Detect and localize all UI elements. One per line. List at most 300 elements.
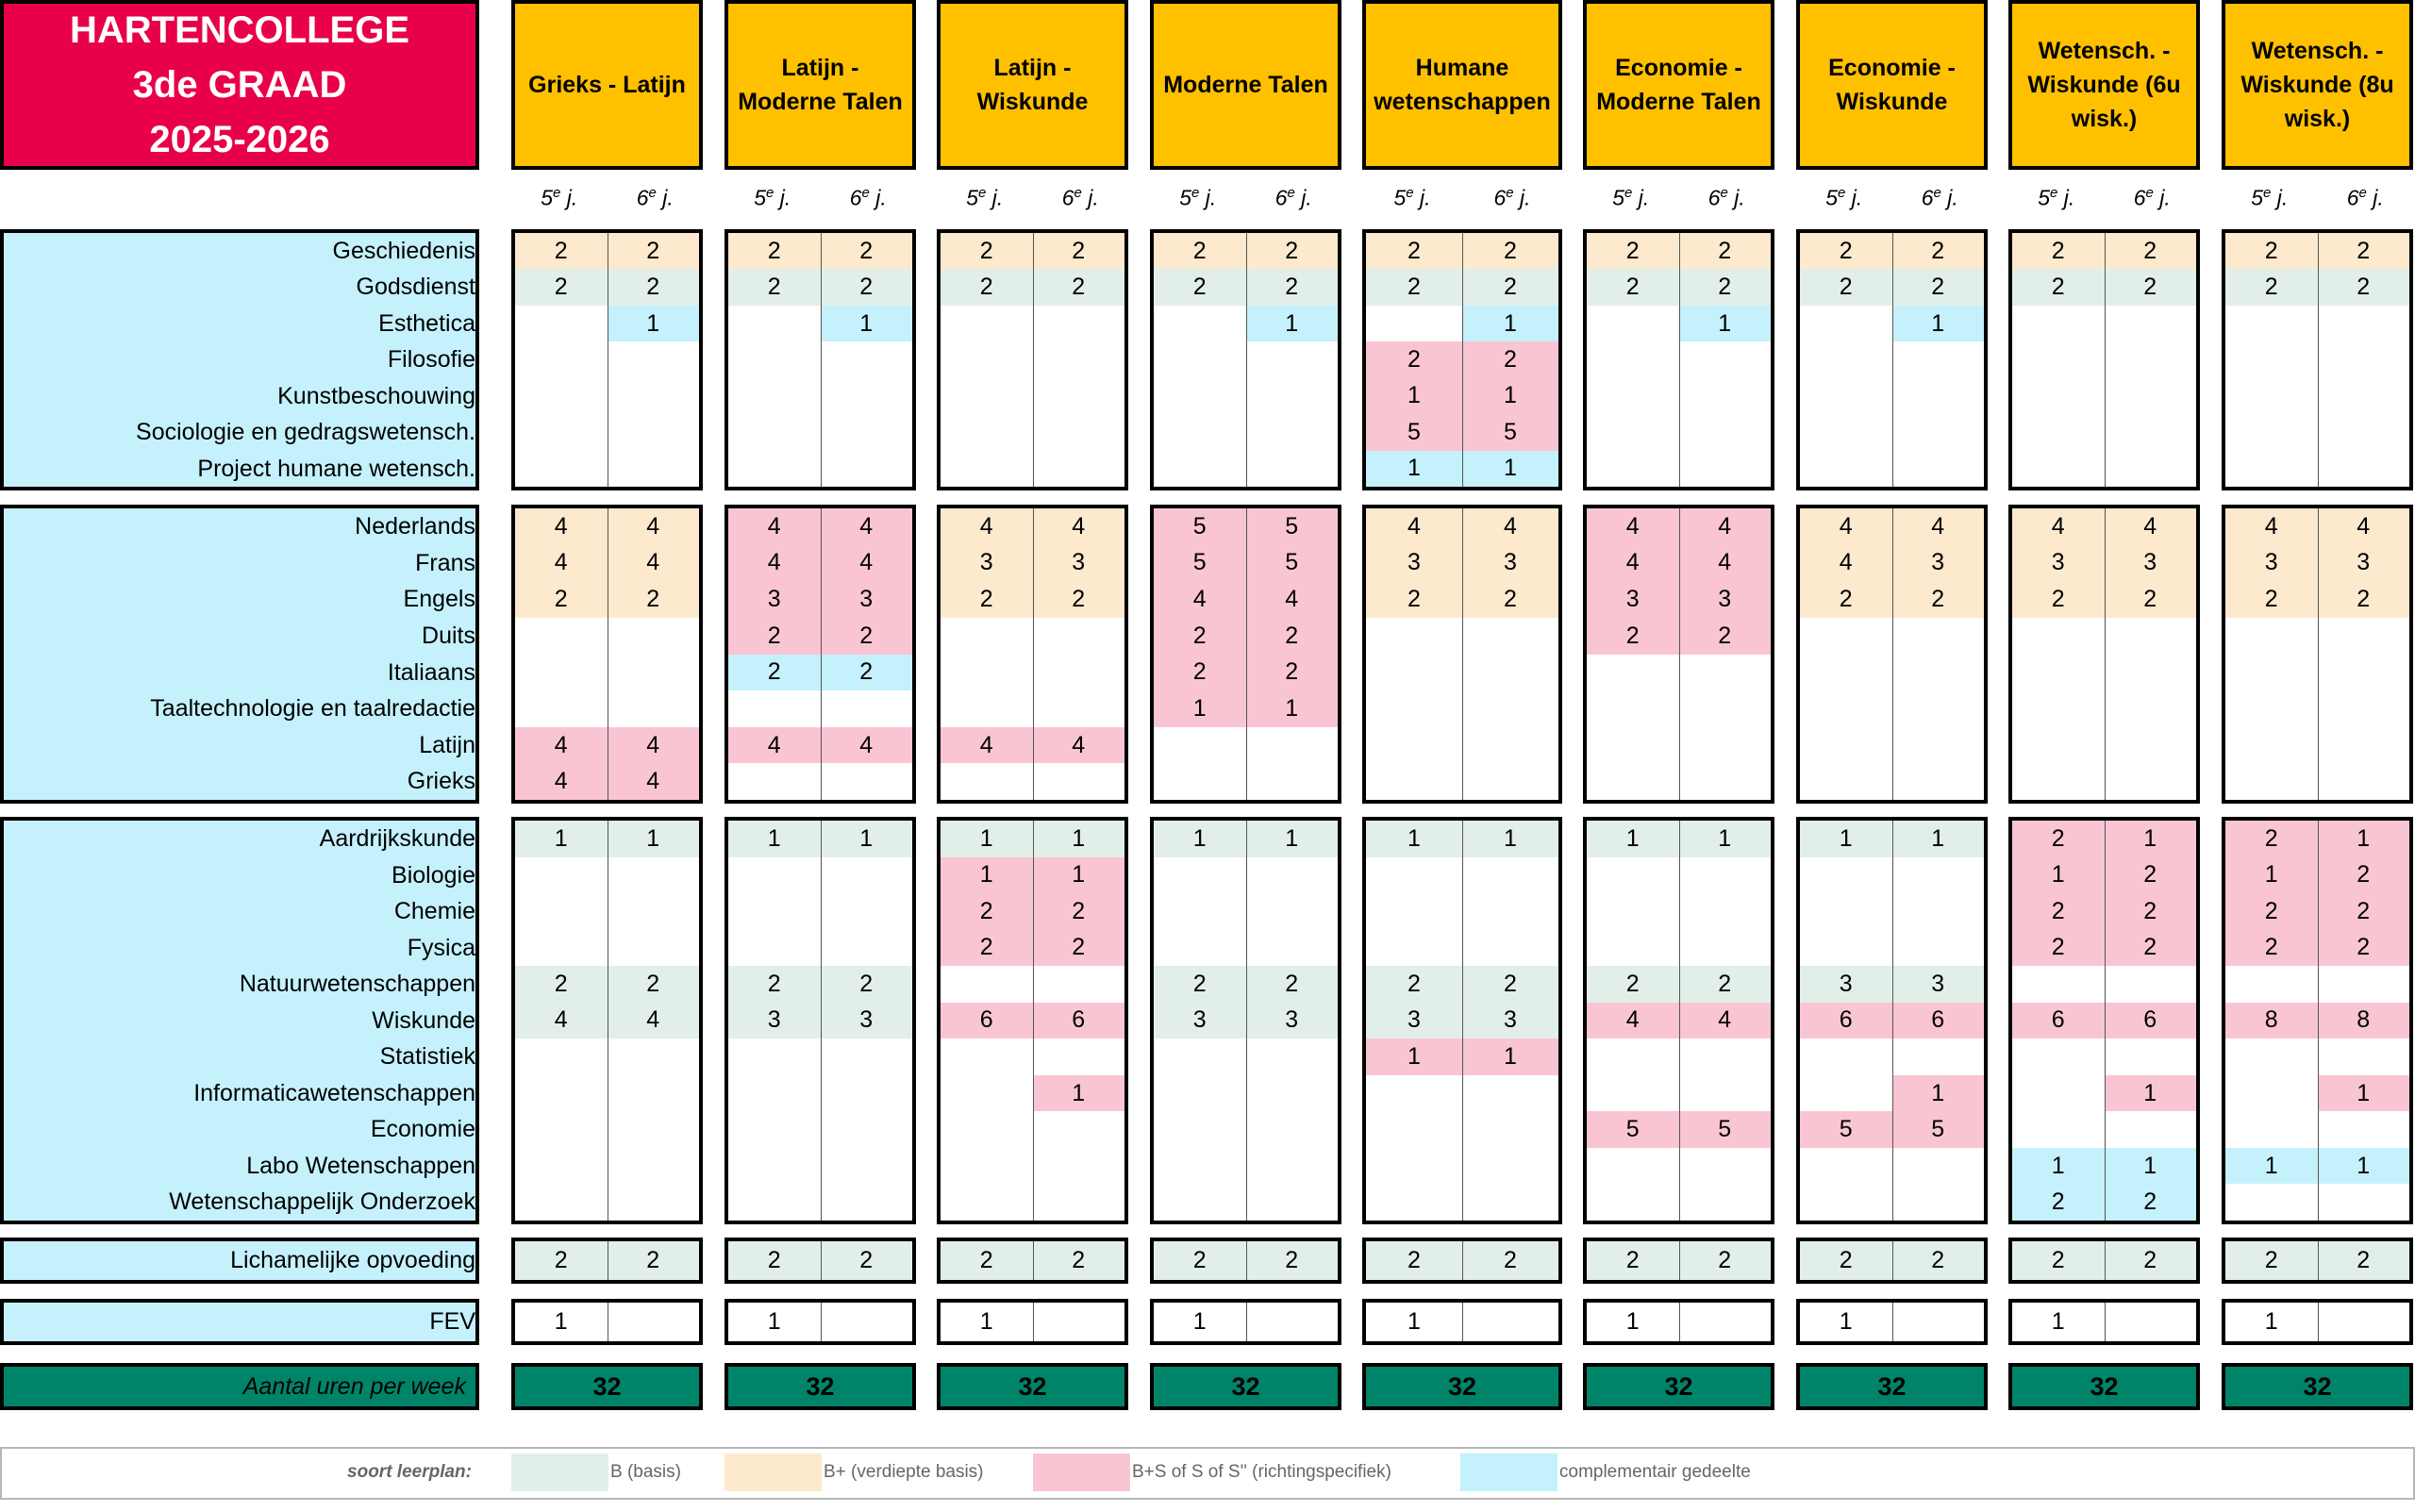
hours-cell bbox=[1154, 414, 1246, 450]
year-divider bbox=[1462, 233, 1463, 487]
hours-cell bbox=[1679, 857, 1772, 894]
year-divider bbox=[821, 1303, 822, 1341]
hours-cell bbox=[1033, 966, 1125, 1003]
year-suffix: j. bbox=[2276, 185, 2289, 210]
hours-cell bbox=[2012, 618, 2105, 655]
year-number: 6 bbox=[636, 185, 649, 210]
hours-cell bbox=[2318, 655, 2410, 691]
hours-cell bbox=[1800, 930, 1892, 967]
hours-cell: 2 bbox=[1192, 658, 1207, 686]
hours-cell: 2 bbox=[2143, 1188, 2157, 1216]
hours-cell: 2 bbox=[1285, 622, 1299, 649]
hours-cell: 6 bbox=[2051, 1006, 2065, 1034]
hours-cell bbox=[1033, 618, 1125, 655]
subject-label: Statistiek bbox=[379, 1043, 475, 1071]
hours-column bbox=[511, 229, 703, 490]
hours-cell bbox=[515, 378, 608, 414]
hours-cell bbox=[1892, 1303, 1985, 1341]
hours-cell: 1 bbox=[1839, 1308, 1853, 1335]
year-number: 5 bbox=[2251, 185, 2264, 210]
hours-cell bbox=[941, 966, 1033, 1003]
hours-column bbox=[724, 1299, 916, 1345]
hours-column bbox=[1796, 1299, 1988, 1345]
hours-column bbox=[937, 817, 1128, 1224]
hours-cell bbox=[1800, 451, 1892, 487]
hours-cell: 2 bbox=[859, 658, 874, 686]
hours-cell: 4 bbox=[646, 1006, 660, 1034]
hours-cell: 1 bbox=[2051, 1308, 2065, 1335]
year-superscript: e bbox=[553, 185, 561, 201]
year-superscript: e bbox=[861, 185, 870, 201]
hours-cell: 3 bbox=[1718, 586, 1732, 613]
hours-column bbox=[1583, 817, 1774, 1224]
year-label bbox=[1150, 185, 1246, 217]
hours-cell: 4 bbox=[554, 549, 568, 576]
year-label bbox=[1362, 185, 1462, 217]
year-divider bbox=[1462, 1303, 1463, 1341]
hours-cell: 2 bbox=[859, 237, 874, 264]
hours-cell: 2 bbox=[1839, 586, 1853, 613]
year-divider bbox=[1679, 1241, 1680, 1280]
hours-cell bbox=[515, 414, 608, 450]
hours-cell: 1 bbox=[1072, 824, 1086, 852]
hours-cell bbox=[515, 930, 608, 967]
legend-swatch bbox=[511, 1454, 608, 1491]
direction-header bbox=[937, 0, 1128, 170]
hours-cell: 3 bbox=[2357, 549, 2371, 576]
hours-cell: 2 bbox=[1931, 586, 1945, 613]
direction-name: Economie - Wiskunde bbox=[1828, 55, 1956, 115]
year-suffix: j. bbox=[1638, 185, 1650, 210]
year-divider bbox=[2105, 821, 2106, 1221]
hours-cell bbox=[1892, 378, 1985, 414]
year-number: 6 bbox=[1707, 185, 1721, 210]
year-superscript: e bbox=[2145, 185, 2154, 201]
hours-cell bbox=[728, 930, 821, 967]
year-divider bbox=[2318, 821, 2319, 1221]
hours-cell: 2 bbox=[1192, 237, 1207, 264]
subject-label: Biologie bbox=[391, 861, 475, 889]
hours-cell bbox=[515, 690, 608, 727]
legend-label: B+S of S of S'' (richtingspecifiek) bbox=[1132, 1462, 1391, 1482]
hours-cell: 8 bbox=[2357, 1006, 2371, 1034]
hours-cell bbox=[941, 1148, 1033, 1185]
year-divider bbox=[1246, 233, 1247, 487]
hours-column bbox=[724, 817, 916, 1224]
year-suffix: j. bbox=[1734, 185, 1745, 210]
hours-cell bbox=[2012, 763, 2105, 800]
hours-cell bbox=[1800, 1148, 1892, 1185]
hours-cell: 3 bbox=[859, 1006, 874, 1034]
hours-cell: 1 bbox=[1931, 1079, 1945, 1106]
hours-cell: 6 bbox=[1839, 1006, 1853, 1034]
year-superscript: e bbox=[1506, 185, 1514, 201]
year-suffix: j. bbox=[1947, 185, 1958, 210]
hours-cell: 2 bbox=[2264, 824, 2278, 852]
hours-cell bbox=[1587, 930, 1679, 967]
year-label bbox=[937, 185, 1033, 217]
hours-cell: 2 bbox=[1504, 345, 1517, 373]
hours-cell bbox=[608, 1075, 700, 1112]
year-label bbox=[1679, 185, 1775, 217]
direction-name: Economie - Moderne Talen bbox=[1596, 55, 1761, 115]
year-label bbox=[1583, 185, 1679, 217]
hours-cell bbox=[1587, 655, 1679, 691]
hours-cell: 4 bbox=[1625, 512, 1640, 540]
year-superscript: e bbox=[2050, 185, 2058, 201]
direction-name: Wetensch. - Wiskunde (8u wisk.) bbox=[2240, 38, 2394, 132]
hours-column bbox=[1796, 229, 1988, 490]
hours-cell bbox=[1246, 451, 1339, 487]
hours-column bbox=[724, 1238, 916, 1284]
hours-cell bbox=[2225, 966, 2318, 1003]
hours-cell: 2 bbox=[2143, 934, 2157, 961]
subject-label: Godsdienst bbox=[356, 274, 475, 301]
hours-cell bbox=[1800, 857, 1892, 894]
hours-cell: 2 bbox=[1931, 1247, 1945, 1273]
hours-cell: 1 bbox=[1504, 824, 1517, 852]
hours-column bbox=[1796, 505, 1988, 804]
hours-cell bbox=[821, 414, 913, 450]
hours-cell bbox=[1892, 930, 1985, 967]
year-divider bbox=[1033, 821, 1034, 1221]
hours-cell: 1 bbox=[554, 824, 568, 852]
subject-label: Economie bbox=[370, 1116, 475, 1143]
hours-cell bbox=[1800, 1075, 1892, 1112]
hours-column bbox=[2008, 229, 2200, 490]
year-divider bbox=[1679, 508, 1680, 800]
hours-cell bbox=[2105, 690, 2197, 727]
hours-cell bbox=[1462, 1111, 1558, 1148]
year-label bbox=[2222, 185, 2318, 217]
subject-label: Geschiedenis bbox=[332, 238, 475, 264]
hours-cell: 2 bbox=[1285, 237, 1299, 264]
total-hours: 32 bbox=[724, 1363, 916, 1410]
hours-cell bbox=[1033, 763, 1125, 800]
hours-cell: 2 bbox=[2051, 897, 2065, 924]
hours-cell: 2 bbox=[1407, 1247, 1421, 1273]
hours-cell bbox=[515, 893, 608, 930]
hours-column bbox=[1150, 505, 1341, 804]
hours-cell bbox=[1892, 1148, 1985, 1185]
year-divider bbox=[2105, 233, 2106, 487]
hours-cell bbox=[1587, 451, 1679, 487]
hours-cell: 5 bbox=[1504, 418, 1517, 445]
hours-cell bbox=[1587, 306, 1679, 341]
hours-cell: 4 bbox=[859, 549, 874, 576]
hours-cell: 1 bbox=[1931, 309, 1945, 337]
hours-cell: 1 bbox=[1407, 455, 1421, 482]
hours-cell bbox=[1800, 893, 1892, 930]
direction-header bbox=[1362, 0, 1562, 170]
hours-cell: 1 bbox=[767, 824, 781, 852]
year-divider bbox=[1679, 1303, 1680, 1341]
hours-cell: 2 bbox=[2357, 934, 2371, 961]
direction-header bbox=[2008, 0, 2200, 170]
year-divider bbox=[1033, 1303, 1034, 1341]
hours-cell: 3 bbox=[1839, 970, 1853, 997]
hours-cell bbox=[608, 414, 700, 450]
hours-cell: 2 bbox=[2143, 274, 2157, 301]
hours-cell: 2 bbox=[1072, 274, 1086, 301]
hours-cell bbox=[1246, 930, 1339, 967]
hours-cell: 2 bbox=[767, 274, 781, 301]
year-number: 5 bbox=[1179, 185, 1192, 210]
hours-cell: 2 bbox=[1718, 1247, 1732, 1273]
hours-cell: 2 bbox=[554, 1247, 568, 1273]
year-suffix: j. bbox=[1205, 185, 1217, 210]
year-superscript: e bbox=[1838, 185, 1846, 201]
total-hours: 32 bbox=[1796, 1363, 1988, 1410]
hours-cell bbox=[941, 1075, 1033, 1112]
hours-cell: 2 bbox=[2357, 237, 2371, 264]
hours-cell bbox=[1366, 727, 1462, 764]
hours-cell: 2 bbox=[767, 658, 781, 686]
year-suffix: j. bbox=[779, 185, 791, 210]
hours-column bbox=[2222, 817, 2413, 1224]
hours-cell: 5 bbox=[1931, 1116, 1945, 1143]
year-superscript: e bbox=[978, 185, 987, 201]
hours-cell: 6 bbox=[1931, 1006, 1945, 1034]
year-divider bbox=[821, 821, 822, 1221]
year-number: 5 bbox=[754, 185, 767, 210]
hours-cell: 6 bbox=[1072, 1006, 1086, 1034]
hours-cell bbox=[1154, 1184, 1246, 1221]
hours-cell bbox=[1800, 618, 1892, 655]
hours-column bbox=[2222, 1238, 2413, 1284]
year-label bbox=[724, 185, 821, 217]
hours-cell: 2 bbox=[2143, 237, 2157, 264]
hours-cell bbox=[608, 857, 700, 894]
subject-label: Frans bbox=[415, 549, 475, 576]
hours-cell bbox=[2318, 451, 2410, 487]
direction-name: Moderne Talen bbox=[1163, 72, 1328, 98]
hours-cell: 4 bbox=[554, 768, 568, 795]
total-hours: 32 bbox=[1362, 1363, 1562, 1410]
hours-cell: 3 bbox=[979, 549, 993, 576]
hours-cell bbox=[1366, 930, 1462, 967]
legend-label: B (basis) bbox=[610, 1462, 681, 1482]
hours-cell bbox=[1892, 1184, 1985, 1221]
hours-cell: 4 bbox=[1407, 512, 1421, 540]
hours-cell bbox=[1679, 451, 1772, 487]
hours-cell bbox=[1679, 930, 1772, 967]
hours-cell: 2 bbox=[1625, 274, 1640, 301]
hours-cell: 4 bbox=[859, 731, 874, 758]
hours-cell: 2 bbox=[1625, 622, 1640, 649]
subject-label: Natuurwetenschappen bbox=[239, 971, 475, 998]
hours-cell bbox=[2225, 414, 2318, 450]
title-line-2: 3de GRAAD bbox=[132, 64, 347, 106]
year-superscript: e bbox=[1933, 185, 1941, 201]
hours-column bbox=[724, 229, 916, 490]
hours-cell bbox=[1033, 690, 1125, 727]
hours-cell: 4 bbox=[1625, 1006, 1640, 1034]
subject-label: Wiskunde bbox=[372, 1006, 475, 1034]
hours-cell bbox=[1033, 1303, 1125, 1341]
year-number: 5 bbox=[541, 185, 554, 210]
year-divider bbox=[1892, 1241, 1893, 1280]
hours-cell bbox=[1154, 893, 1246, 930]
hours-cell bbox=[2225, 763, 2318, 800]
year-label bbox=[2008, 185, 2105, 217]
hours-cell bbox=[1366, 690, 1462, 727]
hours-cell: 5 bbox=[1192, 549, 1207, 576]
hours-cell: 1 bbox=[1285, 694, 1299, 722]
hours-cell: 4 bbox=[1192, 586, 1207, 613]
hours-cell bbox=[2318, 414, 2410, 450]
hours-cell bbox=[1246, 763, 1339, 800]
hours-cell: 1 bbox=[767, 1308, 781, 1335]
hours-cell bbox=[608, 690, 700, 727]
hours-cell: 2 bbox=[1072, 934, 1086, 961]
hours-cell bbox=[1800, 763, 1892, 800]
year-number: 6 bbox=[2133, 185, 2146, 210]
subject-label: Duits bbox=[422, 622, 475, 649]
year-label bbox=[511, 185, 608, 217]
year-divider bbox=[1246, 1241, 1247, 1280]
hours-cell bbox=[2318, 1184, 2410, 1221]
hours-cell bbox=[1587, 763, 1679, 800]
hours-column bbox=[2008, 817, 2200, 1224]
hours-cell: 2 bbox=[979, 897, 993, 924]
hours-cell: 1 bbox=[2143, 1152, 2157, 1179]
hours-cell: 1 bbox=[1192, 824, 1207, 852]
year-divider bbox=[2318, 233, 2319, 487]
hours-cell bbox=[515, 451, 608, 487]
year-label bbox=[1796, 185, 1892, 217]
hours-column bbox=[1150, 1238, 1341, 1284]
hours-cell: 4 bbox=[859, 512, 874, 540]
hours-cell bbox=[1033, 414, 1125, 450]
hours-cell bbox=[1679, 1148, 1772, 1185]
hours-cell: 5 bbox=[1625, 1116, 1640, 1143]
hours-cell bbox=[821, 451, 913, 487]
hours-cell: 2 bbox=[859, 622, 874, 649]
hours-cell: 1 bbox=[2051, 861, 2065, 889]
hours-cell: 4 bbox=[2357, 512, 2371, 540]
hours-cell bbox=[2012, 727, 2105, 764]
hours-cell bbox=[821, 378, 913, 414]
school-title-block bbox=[0, 0, 479, 170]
year-number: 5 bbox=[1825, 185, 1839, 210]
hours-cell: 2 bbox=[2264, 274, 2278, 301]
hours-cell: 4 bbox=[2264, 512, 2278, 540]
hours-column bbox=[1583, 1299, 1774, 1345]
subject-label: Italiaans bbox=[387, 658, 475, 686]
hours-cell bbox=[1366, 1075, 1462, 1112]
hours-cell bbox=[515, 618, 608, 655]
hours-cell bbox=[2012, 1111, 2105, 1148]
hours-cell bbox=[1679, 763, 1772, 800]
hours-cell: 2 bbox=[646, 1247, 660, 1273]
hours-cell: 2 bbox=[1072, 237, 1086, 264]
hours-cell bbox=[1462, 893, 1558, 930]
hours-cell bbox=[821, 893, 913, 930]
hours-cell bbox=[1462, 1148, 1558, 1185]
hours-cell bbox=[1679, 727, 1772, 764]
year-superscript: e bbox=[2263, 185, 2272, 201]
hours-column bbox=[1150, 229, 1341, 490]
hours-cell: 1 bbox=[1407, 382, 1421, 409]
hours-cell bbox=[2105, 618, 2197, 655]
legend-swatch bbox=[724, 1454, 822, 1491]
hours-cell bbox=[1366, 1111, 1462, 1148]
year-suffix: j. bbox=[662, 185, 674, 210]
hours-cell: 4 bbox=[1718, 549, 1732, 576]
hours-cell bbox=[728, 1075, 821, 1112]
hours-cell bbox=[1800, 690, 1892, 727]
year-suffix: j. bbox=[1520, 185, 1531, 210]
year-label bbox=[1033, 185, 1129, 217]
hours-cell bbox=[608, 451, 700, 487]
hours-column bbox=[724, 505, 916, 804]
legend-title: soort leerplan: bbox=[347, 1462, 472, 1482]
hours-column bbox=[511, 817, 703, 1224]
hours-cell: 4 bbox=[1839, 549, 1853, 576]
hours-cell bbox=[608, 1184, 700, 1221]
hours-column bbox=[1796, 817, 1988, 1224]
hours-cell bbox=[1246, 893, 1339, 930]
hours-cell bbox=[2318, 341, 2410, 377]
hours-cell: 1 bbox=[2264, 1308, 2278, 1335]
hours-cell bbox=[2105, 378, 2197, 414]
hours-column bbox=[2222, 1299, 2413, 1345]
direction-header bbox=[1150, 0, 1341, 170]
hours-cell bbox=[728, 893, 821, 930]
hours-cell: 1 bbox=[1407, 824, 1421, 852]
hours-cell: 2 bbox=[2357, 1247, 2371, 1273]
year-suffix: j. bbox=[2373, 185, 2384, 210]
hours-cell: 1 bbox=[1504, 1043, 1517, 1071]
hours-cell bbox=[1246, 1038, 1339, 1075]
hours-cell: 1 bbox=[1285, 824, 1299, 852]
hours-cell: 1 bbox=[859, 309, 874, 337]
hours-cell bbox=[728, 690, 821, 727]
hours-cell bbox=[1154, 930, 1246, 967]
hours-cell bbox=[608, 930, 700, 967]
hours-cell: 1 bbox=[2357, 824, 2371, 852]
hours-cell bbox=[2225, 1075, 2318, 1112]
hours-cell bbox=[1892, 451, 1985, 487]
hours-cell: 4 bbox=[1072, 731, 1086, 758]
hours-cell bbox=[1679, 341, 1772, 377]
hours-cell bbox=[515, 857, 608, 894]
hours-cell: 4 bbox=[554, 731, 568, 758]
hours-cell: 2 bbox=[1625, 970, 1640, 997]
year-label bbox=[2318, 185, 2414, 217]
title-line-1: HARTENCOLLEGE bbox=[70, 9, 409, 51]
hours-cell bbox=[2012, 378, 2105, 414]
legend-label: complementair gedeelte bbox=[1559, 1462, 1751, 1482]
hours-cell: 2 bbox=[646, 274, 660, 301]
hours-cell: 2 bbox=[1504, 970, 1517, 997]
year-number: 6 bbox=[1493, 185, 1507, 210]
hours-cell: 5 bbox=[1407, 418, 1421, 445]
hours-cell: 2 bbox=[1718, 237, 1732, 264]
hours-cell: 2 bbox=[646, 237, 660, 264]
direction-header bbox=[2222, 0, 2413, 170]
hours-cell: 2 bbox=[554, 586, 568, 613]
hours-cell: 4 bbox=[1839, 512, 1853, 540]
hours-cell bbox=[2225, 378, 2318, 414]
hours-cell: 1 bbox=[1072, 861, 1086, 889]
year-number: 6 bbox=[2346, 185, 2359, 210]
hours-column bbox=[2222, 229, 2413, 490]
hours-cell bbox=[1800, 414, 1892, 450]
hours-cell bbox=[821, 690, 913, 727]
hours-cell: 2 bbox=[2051, 586, 2065, 613]
